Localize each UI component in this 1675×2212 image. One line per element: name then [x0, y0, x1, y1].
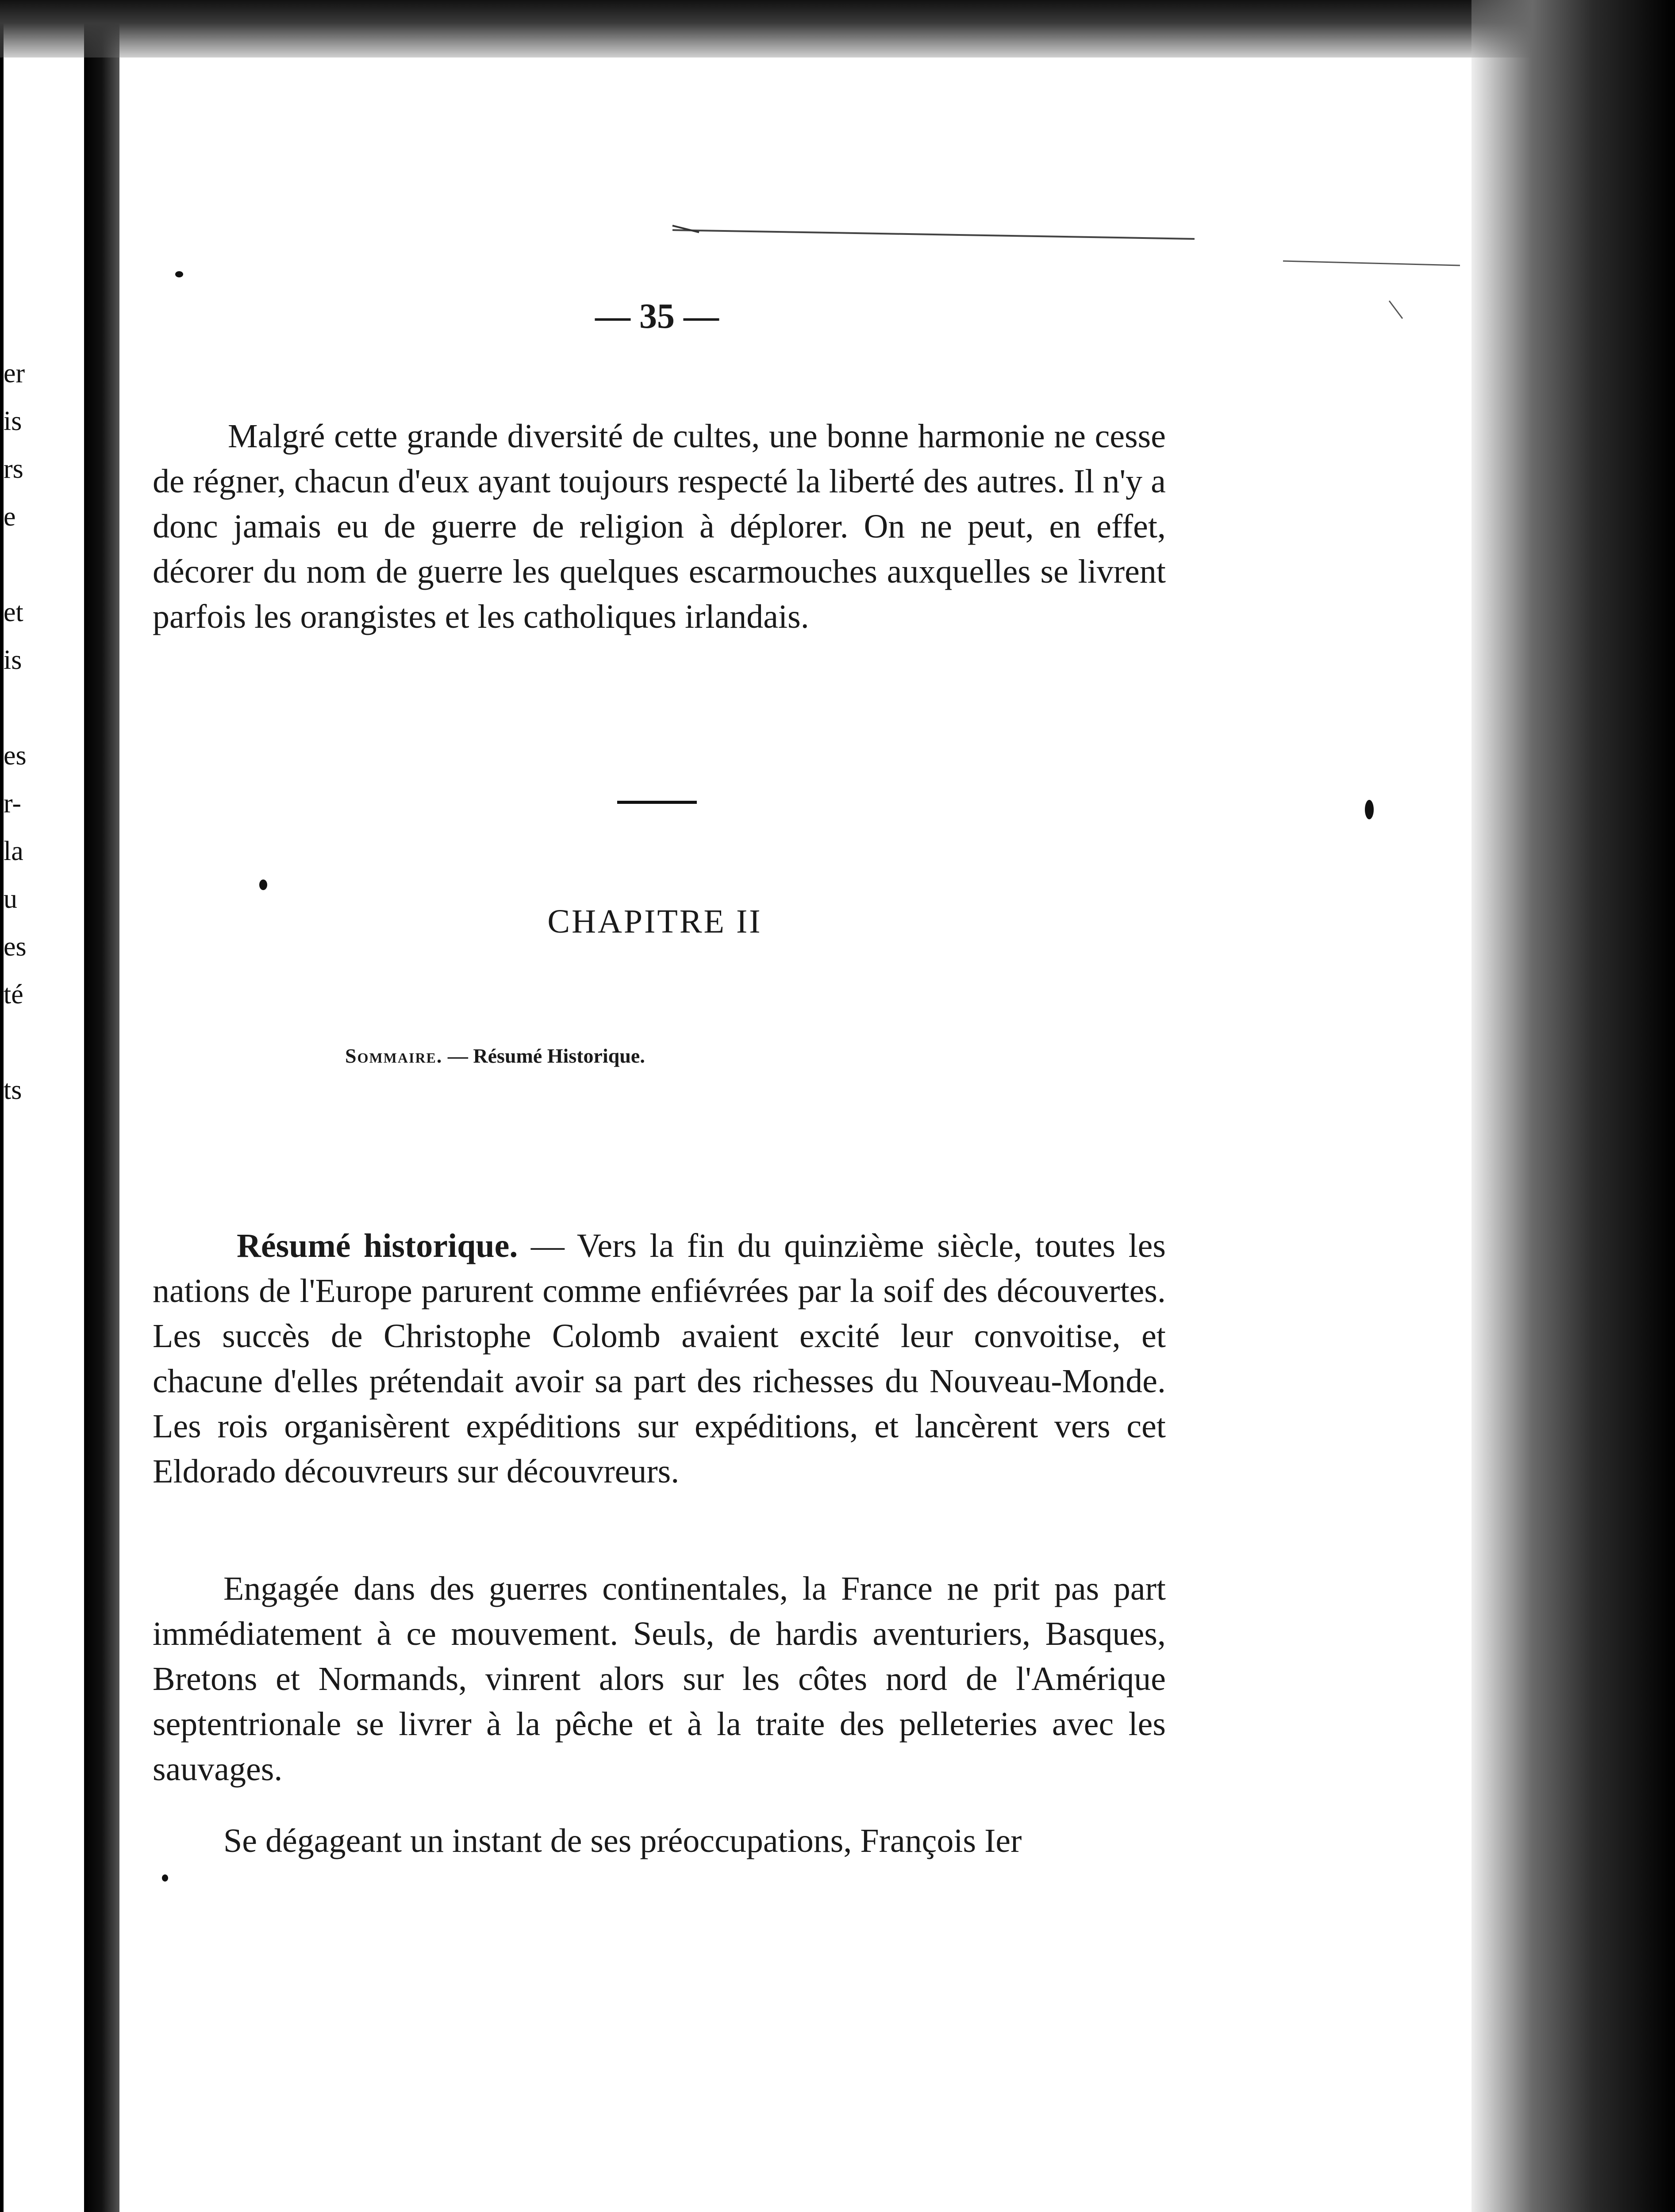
fragment: es: [4, 741, 27, 771]
ink-dot: [259, 879, 267, 890]
paragraph-diversite-cultes: Malgré cette grande diversité de cultes, une bonne harmonie ne cesse de régner, chacun d'eux ayant toujours respecté la liberté des autres. Il n'y a donc jamais eu de guerre de religion à déplorer. On ne peut, en effet, décorer du nom de guerre les quelques escarmouches auxquelles se livrent parfois les orangistes et les catholiques irlandais.: [153, 418, 1166, 635]
paragraph-france: Engagée dans des guerres continentales, la France ne prit pas part immédiatement à ce mouvement. Seuls, de hardis aventuriers, Basques, Bretons et Normands, vinrent alors sur les côtes nord de l'Amérique septentrionale se livrer à la pêche et à la traite des pelleteries avec les sauvages.: [153, 1570, 1166, 1788]
summary-text: — Résumé Historique.: [442, 1045, 645, 1067]
ink-dot: [1365, 800, 1374, 819]
ink-dot: [175, 271, 183, 277]
fragment: is: [4, 645, 22, 675]
stray-line: [1283, 261, 1460, 265]
fragment: rs: [4, 454, 23, 484]
fragment: ts: [4, 1075, 22, 1105]
summary-label: Sommaire.: [345, 1045, 443, 1067]
fragment: er: [4, 358, 25, 388]
stray-line: [672, 230, 1195, 239]
fragment: is: [4, 406, 22, 436]
paragraph-body: — Vers la fin du quinzième siècle, toutes les nations de l'Europe parurent comme enfiévrées par la soif des découvertes. Les succès de Christophe Colomb avaient excité leur convoitise, et chacune d'elles prétendait avoir sa part des richesses du Nouveau-Monde. Les rois organisèrent expéditions sur expéditions, et lancèrent vers cet Eldorado découvreurs sur découvreurs.: [153, 1227, 1166, 1490]
page-number: — 35 —: [595, 297, 719, 336]
paragraph-francois-ier: Se dégageant un instant de ses préoccupations, François Ier: [223, 1822, 1022, 1859]
ink-dot: [162, 1874, 168, 1882]
stray-line: [672, 226, 699, 232]
fragment: la: [4, 836, 23, 866]
paragraph-lead: Résumé historique.: [237, 1227, 518, 1264]
fragment: u: [4, 884, 17, 914]
fragment: té: [4, 979, 23, 1010]
stray-line: [1389, 301, 1402, 319]
chapter-title: CHAPITRE II: [547, 903, 762, 940]
fragment: r-: [4, 788, 22, 818]
fragment: es: [4, 932, 27, 962]
fragment: e: [4, 502, 16, 532]
fragment: et: [4, 597, 23, 627]
